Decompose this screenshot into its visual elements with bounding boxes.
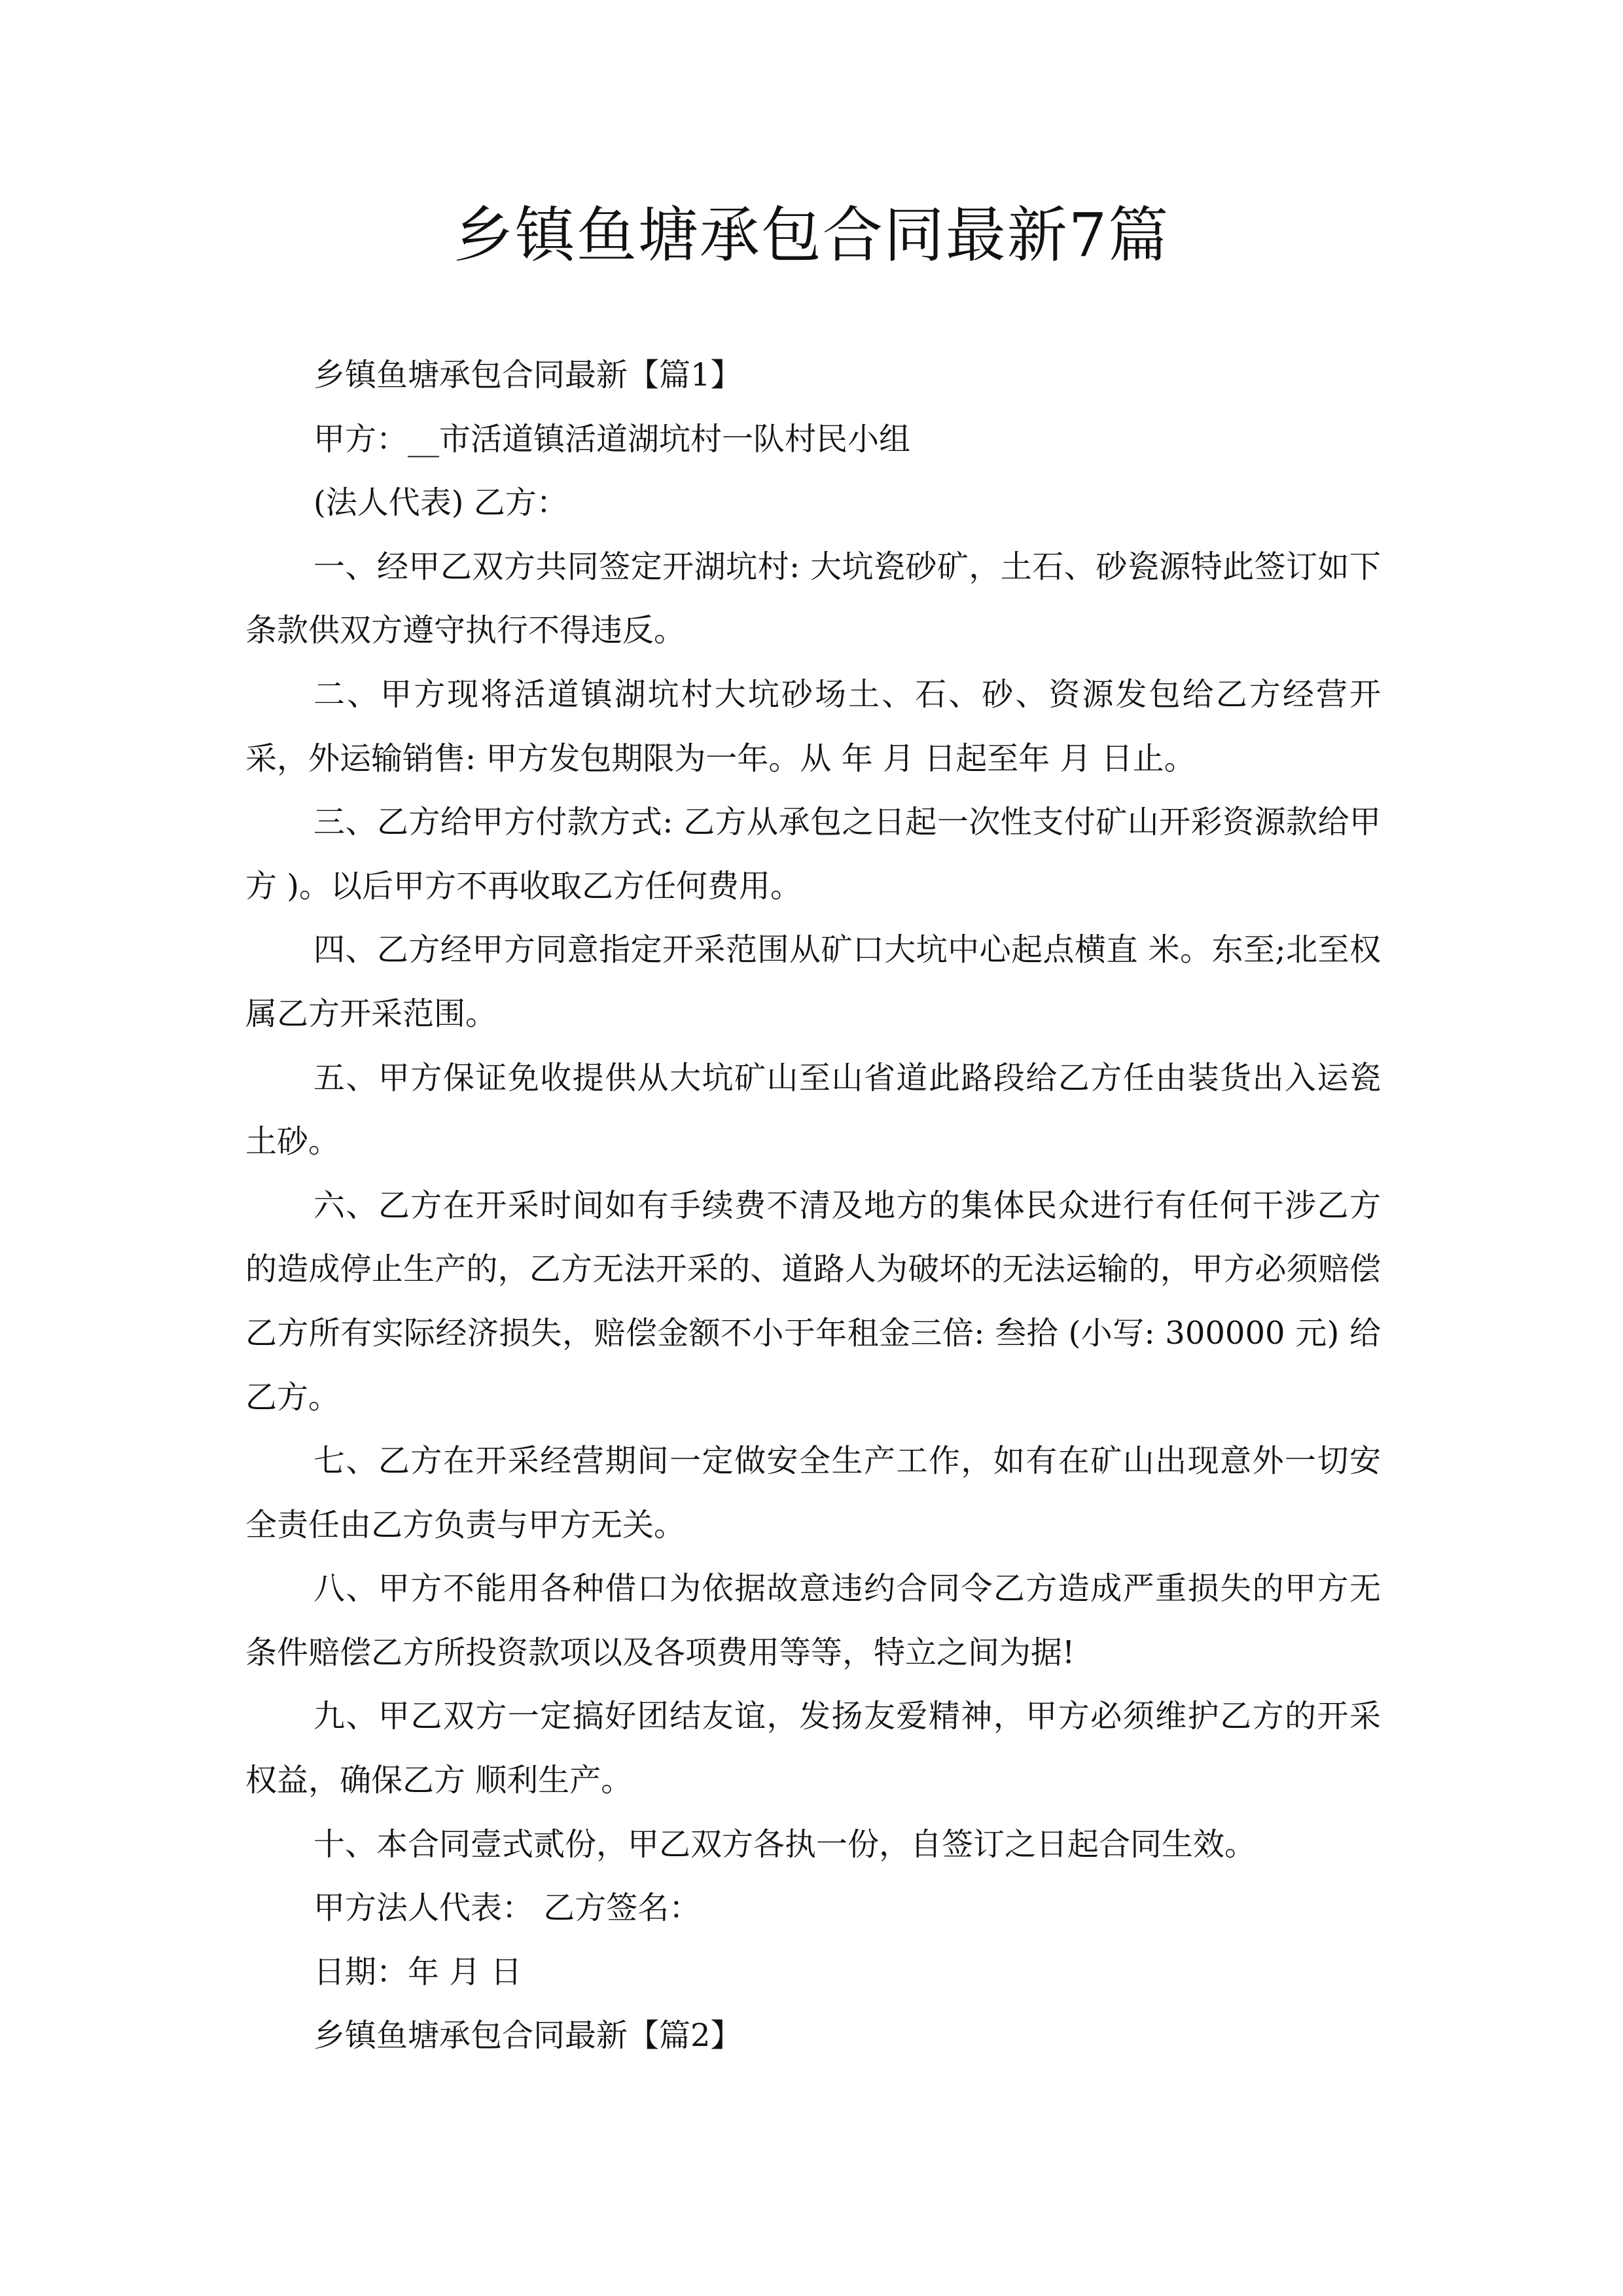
clause-2: 二、甲方现将活道镇湖坑村大坑砂场土、石、砂、资源发包给乙方经营开采，外运输销售: 甲方发包期限为一年。从 年 月 日起至年 月 日止。	[245, 675, 1381, 777]
clause-6: 六、乙方在开采时间如有手续费不清及地方的集体民众进行有任何干涉乙方的造成停止生产的，乙方无法开采的、道路人为破坏的无法运输的，甲方必须赔偿乙方所有实际经济损失，赔偿金额不小于年租金三倍: 叁拾 (小写: 300000 元) 给乙方。	[245, 1187, 1381, 1416]
clause-1: 一、经甲乙双方共同签定开湖坑村: 大坑瓷砂矿，土石、砂瓷源特此签订如下条款供双方遵守执行不得违反。	[245, 548, 1381, 649]
document-title: 乡镇鱼塘承包合同最新7篇	[453, 200, 1170, 270]
clause-7: 七、乙方在开采经营期间一定做安全生产工作，如有在矿山出现意外一切安全责任由乙方负责与甲方无关。	[245, 1443, 1381, 1543]
clause-10: 十、本合同壹式贰份，甲乙双方各执一份，自签订之日起合同生效。	[313, 1825, 1257, 1863]
section-heading: 乡镇鱼塘承包合同最新【篇1】	[313, 357, 742, 393]
section-heading-2: 乡镇鱼塘承包合同最新【篇2】	[313, 2017, 742, 2054]
signature-line: 甲方法人代表： 乙方签名：	[313, 1890, 701, 1927]
clause-5: 五、甲方保证免收提供从大坑矿山至山省道此路段给乙方任由装货出入运瓷土砂。	[245, 1059, 1381, 1160]
date-line: 日期：年 月 日	[313, 1953, 522, 1990]
clause-9: 九、甲乙双方一定搞好团结友谊，发扬友爱精神，甲方必须维护乙方的开采权益，确保乙方 顺利生产。	[245, 1698, 1381, 1799]
party-b-line: (法人代表) 乙方：	[313, 484, 568, 522]
document-body	[245, 344, 1381, 2068]
clause-8: 八、甲方不能用各种借口为依据故意违约合同令乙方造成严重损失的甲方无条件赔偿乙方所投资款项以及各项费用等等，特立之间为据!	[245, 1570, 1381, 1671]
clause-4: 四、乙方经甲方同意指定开采范围从矿口大坑中心起点横直 米。东至;北至权属乙方开采范围。	[245, 931, 1381, 1032]
party-a-line: 甲方：__市活道镇活道湖坑村一队村民小组	[313, 420, 911, 457]
clause-3: 三、乙方给甲方付款方式: 乙方从承包之日起一次性支付矿山开彩资源款给甲方 )。以后甲方不再收取乙方任何费用。	[245, 804, 1381, 905]
